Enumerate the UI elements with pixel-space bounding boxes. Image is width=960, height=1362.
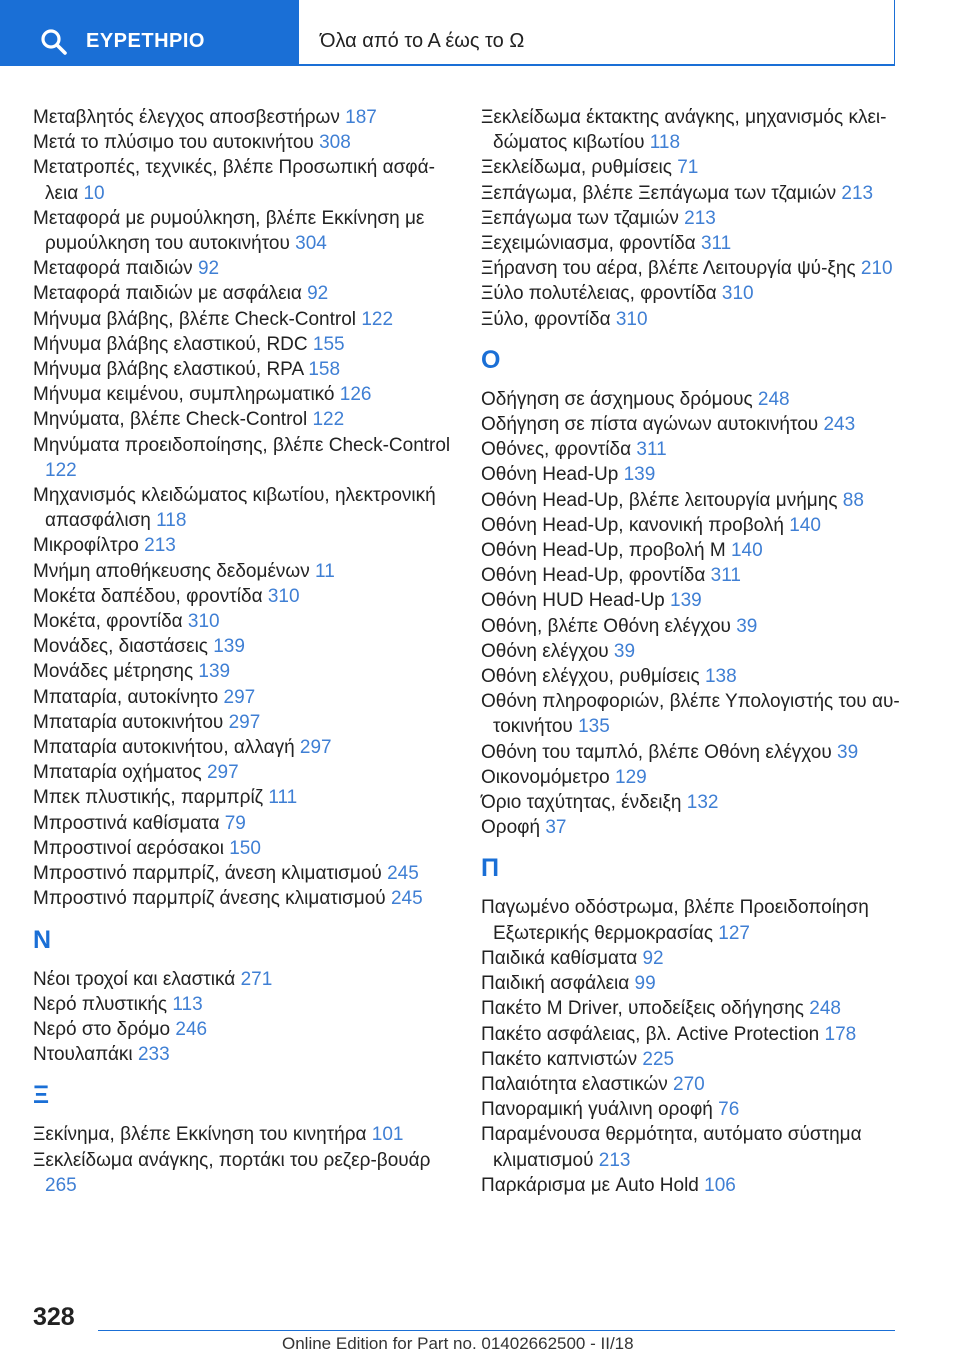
index-entry	[33, 886, 453, 911]
page-link[interactable]: 139	[670, 590, 702, 612]
page-link[interactable]: 88	[842, 489, 864, 511]
page-link[interactable]: 210	[860, 258, 893, 280]
index-entry-text: Παιδικά καθίσματα	[481, 947, 638, 969]
header-divider	[0, 64, 895, 66]
section-letter: Ο	[481, 345, 501, 374]
index-entry-text: Μονάδες μέτρησης	[33, 661, 194, 683]
index-entry	[33, 483, 453, 533]
page-link[interactable]: 310	[721, 283, 754, 305]
index-entry	[481, 689, 901, 739]
index-entry-text: Οθόνη ελέγχου, ρυθμίσεις	[481, 666, 700, 688]
page-link[interactable]: 127	[718, 922, 750, 944]
page-link[interactable]: 139	[198, 661, 231, 683]
page-link[interactable]: 213	[841, 182, 874, 204]
index-entry-text: Μεταφορά με ρυμούλκηση, βλέπε Εκκίνηση με ρυμούλκηση του αυτοκινήτου	[33, 207, 425, 255]
page-link[interactable]: 243	[823, 414, 856, 436]
page-link[interactable]: 122	[45, 459, 77, 481]
index-entry	[481, 765, 901, 790]
page-link[interactable]: 92	[197, 258, 220, 280]
index-entry	[33, 967, 453, 992]
page-link[interactable]: 92	[307, 283, 329, 305]
section-letter: Ν	[33, 925, 52, 954]
index-entry	[481, 1122, 901, 1172]
page-link[interactable]: 10	[83, 182, 105, 204]
index-entry-text: Μηνύματα προειδοποίησης, βλέπε Check-Control	[33, 434, 451, 456]
search-icon	[40, 28, 68, 56]
index-entry-text: Ξεκλείδωμα έκτακτης ανάγκης, μηχανισμός κλει-δώματος κιβωτίου	[481, 107, 887, 154]
index-entry-text: Μεταβλητός έλεγχος αποσβεστήρων	[33, 107, 340, 128]
index-entry	[33, 735, 453, 760]
index-entry	[33, 760, 453, 785]
index-entry	[481, 437, 901, 462]
page-link[interactable]: 118	[649, 132, 681, 154]
page-link[interactable]: 245	[387, 863, 419, 885]
index-entry-text: Νερό στο δρόμο	[33, 1018, 171, 1040]
index-entry-text: Οθόνη Head-Up, προβολή M	[481, 540, 726, 562]
page-link[interactable]: 99	[634, 973, 656, 995]
index-entry-text: Πακέτο καπνιστών	[481, 1048, 638, 1070]
index-entry	[33, 357, 453, 382]
index-entry-text: Παρκάρισμα με Auto Hold	[481, 1174, 699, 1196]
index-entry-text: Νέοι τροχοί και ελαστικά	[33, 968, 236, 990]
index-entry	[481, 462, 901, 487]
index-column-right	[481, 105, 901, 1198]
index-entry-text: Ξύλο, φροντίδα	[481, 308, 611, 330]
index-entry	[33, 256, 453, 281]
index-entry-text: Μοκέτα, φροντίδα	[33, 611, 183, 633]
index-entry-text: Οθόνη Head-Up, φροντίδα	[481, 565, 706, 587]
index-column-left	[33, 105, 453, 1198]
page-link[interactable]: 139	[623, 464, 656, 486]
index-entry	[33, 155, 453, 205]
page-link[interactable]: 297	[299, 737, 332, 759]
index-entry-text: Μήνυμα κειμένου, συμπληρωματικό	[33, 384, 335, 406]
index-entry-text: Μπαταρία αυτοκινήτου	[33, 711, 224, 733]
page-link[interactable]: 71	[677, 157, 699, 179]
index-entry-text: Οροφή	[481, 817, 541, 839]
index-entry	[481, 1022, 901, 1047]
page-link[interactable]: 122	[312, 409, 345, 431]
page-link[interactable]: 213	[598, 1149, 631, 1171]
index-entry	[33, 609, 453, 634]
index-entry	[481, 588, 901, 613]
index-entry	[481, 412, 901, 437]
index-entry-text: Πακέτο M Driver, υποδείξεις οδήγησης	[481, 998, 804, 1020]
page-link[interactable]: 308	[319, 132, 351, 154]
index-entry	[481, 513, 901, 538]
index-entry-text: Πανοραμική γυάλινη οροφή	[481, 1099, 713, 1121]
page-link[interactable]: 246	[175, 1018, 208, 1040]
index-entry-text: Παραμένουσα θερμότητα, αυτόματο σύστημα κλιματισμού	[481, 1124, 862, 1171]
index-entry	[481, 563, 901, 588]
index-entry	[481, 387, 901, 412]
page-link[interactable]: 270	[673, 1073, 705, 1095]
page-link[interactable]: 271	[240, 968, 273, 990]
index-entry-text: Οθόνες, φροντίδα	[481, 439, 632, 461]
section-letter: Ξ	[33, 1081, 50, 1110]
index-entry	[33, 811, 453, 836]
index-entry	[481, 1072, 901, 1097]
index-entry	[481, 639, 901, 664]
index-entry-text: Μπροστινό παρμπρίζ άνεσης κλιματισμού	[33, 888, 386, 910]
index-entry	[481, 815, 901, 840]
index-entry	[481, 105, 901, 155]
index-entry	[33, 382, 453, 407]
page-link[interactable]: 297	[206, 762, 239, 784]
page-link[interactable]: 79	[224, 812, 246, 834]
page-link[interactable]: 155	[312, 333, 345, 355]
index-entry-text: Οθόνη ελέγχου	[481, 640, 609, 662]
page-link[interactable]: 140	[730, 540, 763, 562]
index-entry	[33, 105, 453, 130]
index-entry-text: Οθόνη Head-Up, κανονική προβολή	[481, 514, 784, 536]
page-link[interactable]: 225	[642, 1048, 675, 1070]
index-entry	[33, 307, 453, 332]
index-entry-text: Οδήγηση σε άσχημους δρόμους	[481, 388, 753, 410]
page-link[interactable]: 158	[308, 359, 341, 381]
index-entry	[481, 488, 901, 513]
index-entry-text: Οθόνη του ταμπλό, βλέπε Οθόνη ελέγχου	[481, 741, 832, 763]
index-entry	[481, 307, 901, 332]
all-entries-tab-label: Όλα από το Α έως το Ω	[320, 30, 525, 52]
index-entry	[481, 971, 901, 996]
index-entry-text: Ξεπάγωμα, βλέπε Ξεπάγωμα των τζαμιών	[481, 182, 837, 204]
index-entry	[481, 790, 901, 815]
index-entry	[33, 710, 453, 735]
page-link[interactable]: 138	[704, 666, 737, 688]
index-entry-text: Μπροστινοί αερόσακοι	[33, 837, 224, 859]
index-entry-text: Ξεκλείδωμα, ρυθμίσεις	[481, 157, 672, 179]
index-entry-text: Μπαταρία οχήματος	[33, 762, 202, 784]
index-entry	[481, 1047, 901, 1072]
index-entry	[33, 785, 453, 810]
index-entry-text: Μπροστινό παρμπρίζ, άνεση κλιματισμού	[33, 863, 382, 885]
top-navigation	[0, 0, 960, 66]
index-entry-text: Πακέτο ασφάλειας, βλ. Active Protection	[481, 1023, 820, 1045]
index-entry	[33, 1042, 453, 1067]
index-entry-text: Μεταφορά παιδιών με ασφάλεια	[33, 283, 302, 305]
index-entry	[33, 559, 453, 584]
index-entry-text: Μικροφίλτρο	[33, 535, 139, 557]
index-entry	[481, 231, 901, 256]
page-link[interactable]: 126	[339, 384, 372, 406]
index-entry-text: Μηχανισμός κλειδώματος κιβωτίου, ηλεκτρονική απασφάλιση	[33, 485, 436, 532]
page-link[interactable]: 310	[267, 585, 300, 607]
index-entry-text: Οθόνη Head-Up	[481, 464, 619, 486]
index-entry-text: Ξεκίνημα, βλέπε Εκκίνηση του κινητήρα	[33, 1124, 367, 1146]
index-entry	[33, 130, 453, 155]
index-entry	[481, 946, 901, 971]
index-entry-text: Μεταφορά παιδιών	[33, 258, 193, 280]
index-entry	[481, 1173, 901, 1198]
page-link[interactable]: 76	[718, 1099, 740, 1121]
page-link[interactable]: 39	[736, 615, 758, 637]
index-entry	[33, 836, 453, 861]
page-link[interactable]: 37	[545, 817, 567, 839]
index-entry	[481, 740, 901, 765]
index-entry	[33, 659, 453, 684]
index-entry	[481, 538, 901, 563]
index-entry-text: Ξήρανση του αέρα, βλέπε Λειτουργία ψύ-ξης	[481, 258, 856, 280]
index-entry-text: Μοκέτα δαπέδου, φροντίδα	[33, 585, 263, 607]
page-link[interactable]: 39	[613, 640, 636, 662]
index-entry	[481, 256, 901, 281]
page-link[interactable]: 248	[809, 998, 841, 1020]
page-link[interactable]: 213	[144, 535, 176, 557]
page-link[interactable]: 106	[704, 1174, 736, 1196]
index-entry	[481, 996, 901, 1021]
index-entry-text: Ξύλο πολυτέλειας, φροντίδα	[481, 283, 717, 305]
page-link[interactable]: 135	[578, 716, 610, 738]
page-link[interactable]: 297	[223, 686, 256, 708]
index-entry	[33, 992, 453, 1017]
index-entry-text: Μονάδες, διαστάσεις	[33, 636, 208, 658]
index-entry	[33, 433, 453, 483]
index-entry-text: Παιδική ασφάλεια	[481, 973, 630, 995]
index-entry	[33, 533, 453, 558]
footer-divider	[98, 1330, 895, 1331]
page-link[interactable]: 311	[710, 565, 741, 587]
index-entry-text: Οθόνη Head-Up, βλέπε λειτουργία μνήμης	[481, 489, 838, 511]
page-link[interactable]: 92	[642, 947, 664, 969]
index-entry-text: Μπεκ πλυστικής, παρμπρίζ	[33, 787, 264, 809]
index-entry	[33, 685, 453, 710]
page-link[interactable]: 39	[837, 741, 859, 763]
index-entry	[481, 206, 901, 231]
edition-footer: Online Edition for Part no. 01402662500 - II/18	[282, 1334, 634, 1353]
page-link[interactable]: 150	[229, 837, 261, 859]
page-link[interactable]: 310	[615, 308, 648, 330]
page-link[interactable]: 187	[345, 107, 377, 128]
index-entry	[33, 206, 453, 256]
index-entry-text: Μηνύματα, βλέπε Check-Control	[33, 409, 308, 431]
page-link[interactable]: 304	[295, 233, 327, 255]
index-entry	[33, 1148, 453, 1198]
all-entries-tab[interactable]	[312, 0, 895, 65]
page-link[interactable]: 118	[156, 510, 187, 532]
page-number: 328	[33, 1303, 75, 1331]
index-entry	[33, 861, 453, 886]
index-entry-text: Ξεκλείδωμα ανάγκης, πορτάκι του ρεζερ-βουάρ	[33, 1149, 431, 1171]
page-link[interactable]: 122	[361, 308, 394, 330]
index-entry-text: Παγωμένο οδόστρωμα, βλέπε Προειδοποίηση Εξωτερικής θερμοκρασίας	[481, 897, 869, 944]
index-entry-text: Μετά το πλύσιμο του αυτοκινήτου	[33, 132, 314, 154]
page-link[interactable]: 132	[686, 792, 719, 814]
page-link[interactable]: 297	[228, 711, 261, 733]
index-entry-text: Ξεπάγωμα των τζαμιών	[481, 207, 679, 229]
index-entry	[33, 1122, 453, 1147]
index-entry-text: Μήνυμα βλάβης ελαστικού, RDC	[33, 333, 308, 355]
page-link[interactable]: 101	[371, 1124, 404, 1146]
page-link[interactable]: 113	[172, 993, 203, 1015]
index-entry	[481, 895, 901, 945]
index-entry-text: Οθόνη HUD Head-Up	[481, 590, 665, 612]
index-entry-text: Μήνυμα βλάβης, βλέπε Check-Control	[33, 308, 357, 330]
page-link[interactable]: 213	[684, 207, 716, 229]
page-link[interactable]: 265	[45, 1174, 77, 1196]
index-entry	[481, 664, 901, 689]
index-tab[interactable]	[0, 0, 299, 64]
index-entry	[481, 1097, 901, 1122]
index-entry-text: Παλαιότητα ελαστικών	[481, 1073, 668, 1095]
page-link[interactable]: 129	[615, 766, 647, 788]
page-link[interactable]: 178	[824, 1023, 857, 1045]
page-link[interactable]: 111	[268, 787, 298, 809]
index-entry-text: Μνήμη αποθήκευσης δεδομένων	[33, 560, 310, 582]
index-entry	[33, 281, 453, 306]
index-entry	[33, 1017, 453, 1042]
index-entry	[33, 407, 453, 432]
page-link[interactable]: 311	[636, 439, 667, 461]
index-entry-text: Μπαταρία, αυτοκίνητο	[33, 686, 219, 708]
index-entry-text: Νερό πλυστικής	[33, 993, 168, 1015]
page-link[interactable]: 245	[390, 888, 423, 910]
index-entry-text: Ντουλαπάκι	[33, 1044, 133, 1066]
page-link[interactable]: 139	[213, 636, 245, 658]
index-entry	[481, 181, 901, 206]
index-entry-text: Μπροστινά καθίσματα	[33, 812, 220, 834]
index-entry	[481, 281, 901, 306]
index-entry-text: Οθόνη πληροφοριών, βλέπε Υπολογιστής του αυ-τοκινήτου	[481, 691, 900, 738]
index-entry-text: Μετατροπές, τεχνικές, βλέπε Προσωπική ασφά-λεια	[33, 157, 435, 204]
index-entry-text: Όριο ταχύτητας, ένδειξη	[481, 792, 682, 814]
index-entry-text: Οδήγηση σε πίστα αγώνων αυτοκινήτου	[481, 414, 819, 436]
page-link[interactable]: 311	[700, 233, 732, 255]
page-link[interactable]: 233	[137, 1044, 170, 1066]
page-link[interactable]: 140	[789, 514, 821, 536]
index-entry	[33, 332, 453, 357]
page-link[interactable]: 11	[315, 560, 335, 582]
index-entry-text: Μήνυμα βλάβης ελαστικού, RPA	[33, 359, 304, 381]
section-letter: Π	[481, 854, 500, 883]
index-entry-text: Οικονομόμετρο	[481, 766, 610, 788]
index-entry	[481, 614, 901, 639]
index-entry-text: Ξεχειμώνιασμα, φροντίδα	[481, 233, 696, 255]
index-entry-text: Μπαταρία αυτοκινήτου, αλλαγή	[33, 737, 295, 759]
index-entry	[481, 155, 901, 180]
index-entry	[33, 634, 453, 659]
index-entry-text: Οθόνη, βλέπε Οθόνη ελέγχου	[481, 615, 731, 637]
index-tab-label: ΕΥΡΕΤΗΡΙΟ	[86, 30, 205, 52]
page-link[interactable]: 310	[187, 611, 220, 633]
page-link[interactable]: 248	[757, 388, 790, 410]
index-entry	[33, 584, 453, 609]
